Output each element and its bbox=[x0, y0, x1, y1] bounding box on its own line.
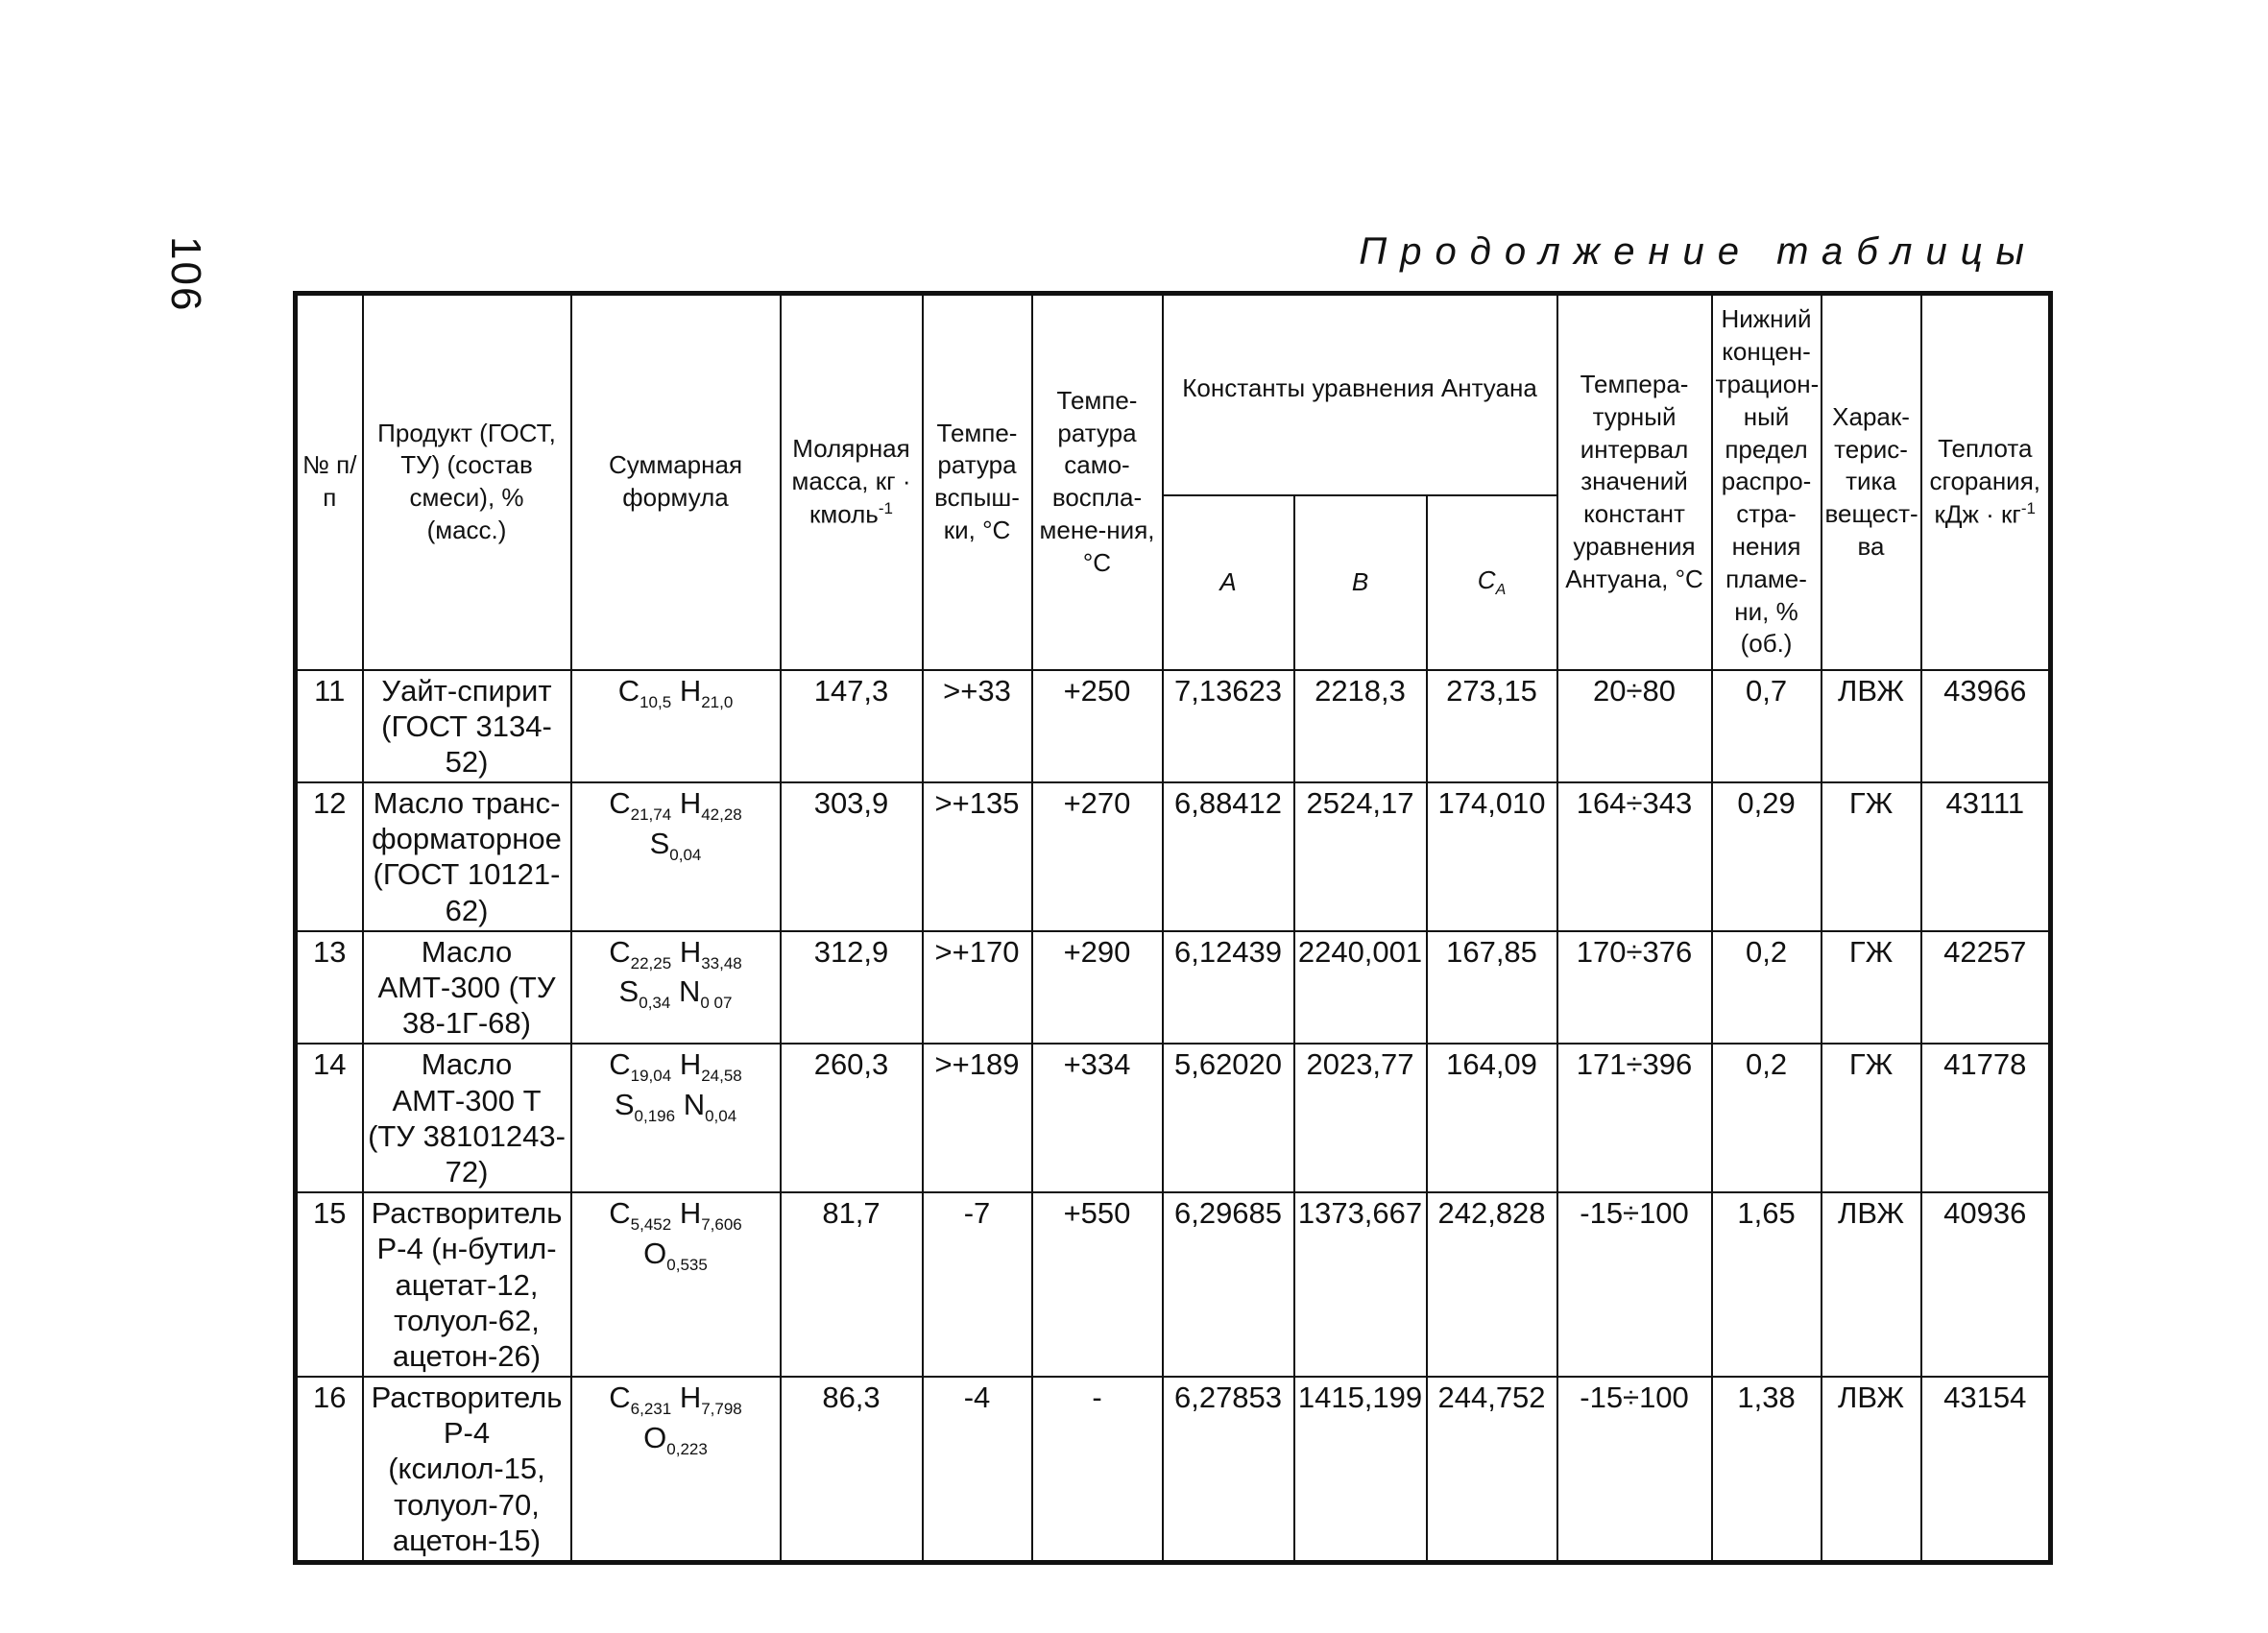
cell-flash: -7 bbox=[923, 1192, 1032, 1377]
cell-autoignition: +270 bbox=[1032, 782, 1163, 931]
cell-formula bbox=[571, 670, 781, 783]
formula-element: O bbox=[643, 1236, 667, 1270]
formula-element: C bbox=[609, 1047, 631, 1082]
cell-num: 15 bbox=[296, 1192, 363, 1377]
formula-element: S bbox=[618, 974, 639, 1009]
cell-b: 2023,77 bbox=[1294, 1044, 1427, 1192]
cell-formula bbox=[571, 931, 781, 1045]
header-heat-exp: -1 bbox=[2020, 498, 2037, 517]
cell-temp-interval: -15÷100 bbox=[1557, 1377, 1712, 1562]
cell-ca: 167,85 bbox=[1427, 931, 1557, 1045]
formula-index: 21,0 bbox=[701, 692, 734, 711]
header-ca-sub: A bbox=[1495, 581, 1507, 598]
cell-product: Растворитель Р-4 (ксилол-15, толуол-70, ацетон-15) bbox=[363, 1377, 571, 1562]
cell-autoignition: - bbox=[1032, 1377, 1163, 1562]
cell-character: ГЖ bbox=[1822, 931, 1921, 1045]
formula-element: H bbox=[679, 1047, 702, 1082]
header-molar-mass-exp: -1 bbox=[878, 498, 893, 517]
formula-index: 10,5 bbox=[639, 692, 672, 711]
cell-product: Масло АМТ-300 Т (ТУ 38101243-72) bbox=[363, 1044, 571, 1192]
formula-index: 24,58 bbox=[701, 1067, 742, 1086]
cell-molar-mass: 86,3 bbox=[781, 1377, 923, 1562]
cell-formula bbox=[571, 1377, 781, 1562]
header-character: Харак-терис-тика вещест-ва bbox=[1822, 294, 1921, 670]
header-heat-text: Теплота сгорания, кДж · кг bbox=[1929, 434, 2041, 529]
cell-product: Растворитель Р-4 (н-бутил-ацетат-12, толуол-62, ацетон-26) bbox=[363, 1192, 571, 1377]
cell-autoignition: +290 bbox=[1032, 931, 1163, 1045]
cell-a: 6,27853 bbox=[1163, 1377, 1294, 1562]
cell-temp-interval: -15÷100 bbox=[1557, 1192, 1712, 1377]
cell-autoignition: +334 bbox=[1032, 1044, 1163, 1192]
formula-index: 22,25 bbox=[630, 954, 672, 973]
header-product: Продукт (ГОСТ, ТУ) (состав смеси), % (масс.) bbox=[363, 294, 571, 670]
formula-element: S bbox=[614, 1087, 635, 1121]
cell-molar-mass: 147,3 bbox=[781, 670, 923, 783]
formula-index: 0 07 bbox=[700, 994, 733, 1013]
cell-b: 1373,667 bbox=[1294, 1192, 1427, 1377]
header-molar-mass bbox=[781, 294, 923, 670]
cell-heat: 43111 bbox=[1921, 782, 2051, 931]
cell-flash: >+189 bbox=[923, 1044, 1032, 1192]
header-heat bbox=[1921, 294, 2051, 670]
formula-element: H bbox=[679, 1381, 702, 1415]
cell-lower-limit: 1,38 bbox=[1712, 1377, 1822, 1562]
cell-product: Масло АМТ-300 (ТУ 38-1Г-68) bbox=[363, 931, 571, 1045]
header-molar-mass-text: Молярная масса, кг · кмоль bbox=[791, 434, 911, 529]
cell-temp-interval: 20÷80 bbox=[1557, 670, 1712, 783]
table-row bbox=[296, 1192, 2051, 1377]
formula-index: 6,231 bbox=[630, 1400, 672, 1419]
cell-molar-mass: 81,7 bbox=[781, 1192, 923, 1377]
continuation-title: Продолжение таблицы bbox=[1359, 230, 2038, 273]
table-row bbox=[296, 1044, 2051, 1192]
header-antoine: Константы уравнения Антуана bbox=[1163, 294, 1557, 495]
cell-lower-limit: 0,2 bbox=[1712, 1044, 1822, 1192]
cell-flash: >+135 bbox=[923, 782, 1032, 931]
cell-product: Уайт-спирит (ГОСТ 3134-52) bbox=[363, 670, 571, 783]
header-autoignition: Темпе-ратура само-воспла-мене-ния, °С bbox=[1032, 294, 1163, 670]
cell-ca: 242,828 bbox=[1427, 1192, 1557, 1377]
formula-index: 42,28 bbox=[701, 805, 742, 825]
formula-index: 0,223 bbox=[666, 1439, 708, 1458]
cell-num: 11 bbox=[296, 670, 363, 783]
cell-lower-limit: 0,7 bbox=[1712, 670, 1822, 783]
cell-formula bbox=[571, 1044, 781, 1192]
formula-element: C bbox=[609, 786, 631, 821]
cell-heat: 40936 bbox=[1921, 1192, 2051, 1377]
cell-lower-limit: 0,2 bbox=[1712, 931, 1822, 1045]
cell-heat: 42257 bbox=[1921, 931, 2051, 1045]
cell-b: 1415,199 bbox=[1294, 1377, 1427, 1562]
formula-index: 7,798 bbox=[701, 1400, 742, 1419]
formula-element: S bbox=[649, 826, 670, 860]
formula-index: 0,04 bbox=[705, 1107, 737, 1126]
cell-num: 14 bbox=[296, 1044, 363, 1192]
header-formula: Суммарная формула bbox=[571, 294, 781, 670]
cell-ca: 174,010 bbox=[1427, 782, 1557, 931]
header-ca bbox=[1427, 495, 1557, 670]
page-number: 106 bbox=[162, 236, 209, 313]
cell-formula bbox=[571, 1192, 781, 1377]
cell-formula bbox=[571, 782, 781, 931]
table-row bbox=[296, 931, 2051, 1045]
formula-element: N bbox=[683, 1087, 706, 1121]
cell-lower-limit: 1,65 bbox=[1712, 1192, 1822, 1377]
cell-molar-mass: 303,9 bbox=[781, 782, 923, 931]
header-temp-interval: Темпера-турный интервал значений констант уравнения Антуана, °С bbox=[1557, 294, 1712, 670]
cell-flash: >+33 bbox=[923, 670, 1032, 783]
formula-element: C bbox=[609, 934, 631, 969]
cell-a: 6,88412 bbox=[1163, 782, 1294, 931]
formula-element: C bbox=[609, 1196, 631, 1231]
header-ca-letter: C bbox=[1477, 564, 1496, 594]
header-b: B bbox=[1294, 495, 1427, 670]
table-row bbox=[296, 670, 2051, 783]
cell-flash: -4 bbox=[923, 1377, 1032, 1562]
formula-index: 21,74 bbox=[630, 805, 672, 825]
cell-autoignition: +550 bbox=[1032, 1192, 1163, 1377]
cell-num: 16 bbox=[296, 1377, 363, 1562]
table-row bbox=[296, 1377, 2051, 1562]
formula-index: 33,48 bbox=[701, 954, 742, 973]
formula-index: 0,196 bbox=[634, 1107, 676, 1126]
cell-character: ЛВЖ bbox=[1822, 1192, 1921, 1377]
formula-element: H bbox=[679, 786, 702, 821]
cell-a: 7,13623 bbox=[1163, 670, 1294, 783]
header-a: A bbox=[1163, 495, 1294, 670]
formula-element: C bbox=[609, 1381, 631, 1415]
cell-autoignition: +250 bbox=[1032, 670, 1163, 783]
table-row bbox=[296, 782, 2051, 931]
cell-ca: 164,09 bbox=[1427, 1044, 1557, 1192]
formula-index: 19,04 bbox=[630, 1067, 672, 1086]
formula-element: H bbox=[679, 1196, 702, 1231]
header-flash: Темпе-ратура вспыш-ки, °С bbox=[923, 294, 1032, 670]
cell-lower-limit: 0,29 bbox=[1712, 782, 1822, 931]
cell-a: 6,29685 bbox=[1163, 1192, 1294, 1377]
cell-num: 12 bbox=[296, 782, 363, 931]
cell-molar-mass: 312,9 bbox=[781, 931, 923, 1045]
cell-product: Масло транс-форматорное (ГОСТ 10121-62) bbox=[363, 782, 571, 931]
cell-heat: 43966 bbox=[1921, 670, 2051, 783]
header-lower-limit: Нижний концен-трацион-ный предел распро-стра-нения пламе-ни, % (об.) bbox=[1712, 294, 1822, 670]
cell-character: ЛВЖ bbox=[1822, 1377, 1921, 1562]
cell-b: 2524,17 bbox=[1294, 782, 1427, 931]
cell-character: ГЖ bbox=[1822, 782, 1921, 931]
data-table bbox=[293, 291, 2053, 1565]
cell-ca: 244,752 bbox=[1427, 1377, 1557, 1562]
formula-element: H bbox=[679, 934, 702, 969]
cell-ca: 273,15 bbox=[1427, 670, 1557, 783]
cell-a: 5,62020 bbox=[1163, 1044, 1294, 1192]
cell-character: ГЖ bbox=[1822, 1044, 1921, 1192]
formula-index: 0,34 bbox=[639, 994, 671, 1013]
cell-num: 13 bbox=[296, 931, 363, 1045]
cell-temp-interval: 171÷396 bbox=[1557, 1044, 1712, 1192]
cell-temp-interval: 170÷376 bbox=[1557, 931, 1712, 1045]
formula-element: N bbox=[678, 974, 701, 1009]
cell-temp-interval: 164÷343 bbox=[1557, 782, 1712, 931]
cell-molar-mass: 260,3 bbox=[781, 1044, 923, 1192]
formula-element: C bbox=[617, 673, 640, 708]
cell-heat: 41778 bbox=[1921, 1044, 2051, 1192]
cell-b: 2218,3 bbox=[1294, 670, 1427, 783]
cell-flash: >+170 bbox=[923, 931, 1032, 1045]
formula-index: 7,606 bbox=[701, 1215, 742, 1235]
cell-character: ЛВЖ bbox=[1822, 670, 1921, 783]
formula-index: 5,452 bbox=[630, 1215, 672, 1235]
formula-element: O bbox=[643, 1420, 667, 1454]
cell-b: 2240,001 bbox=[1294, 931, 1427, 1045]
formula-element: H bbox=[679, 673, 702, 708]
cell-a: 6,12439 bbox=[1163, 931, 1294, 1045]
formula-index: 0,04 bbox=[669, 845, 702, 864]
cell-heat: 43154 bbox=[1921, 1377, 2051, 1562]
formula-index: 0,535 bbox=[666, 1255, 708, 1274]
table-body bbox=[296, 670, 2051, 1563]
header-num: № п/п bbox=[296, 294, 363, 670]
